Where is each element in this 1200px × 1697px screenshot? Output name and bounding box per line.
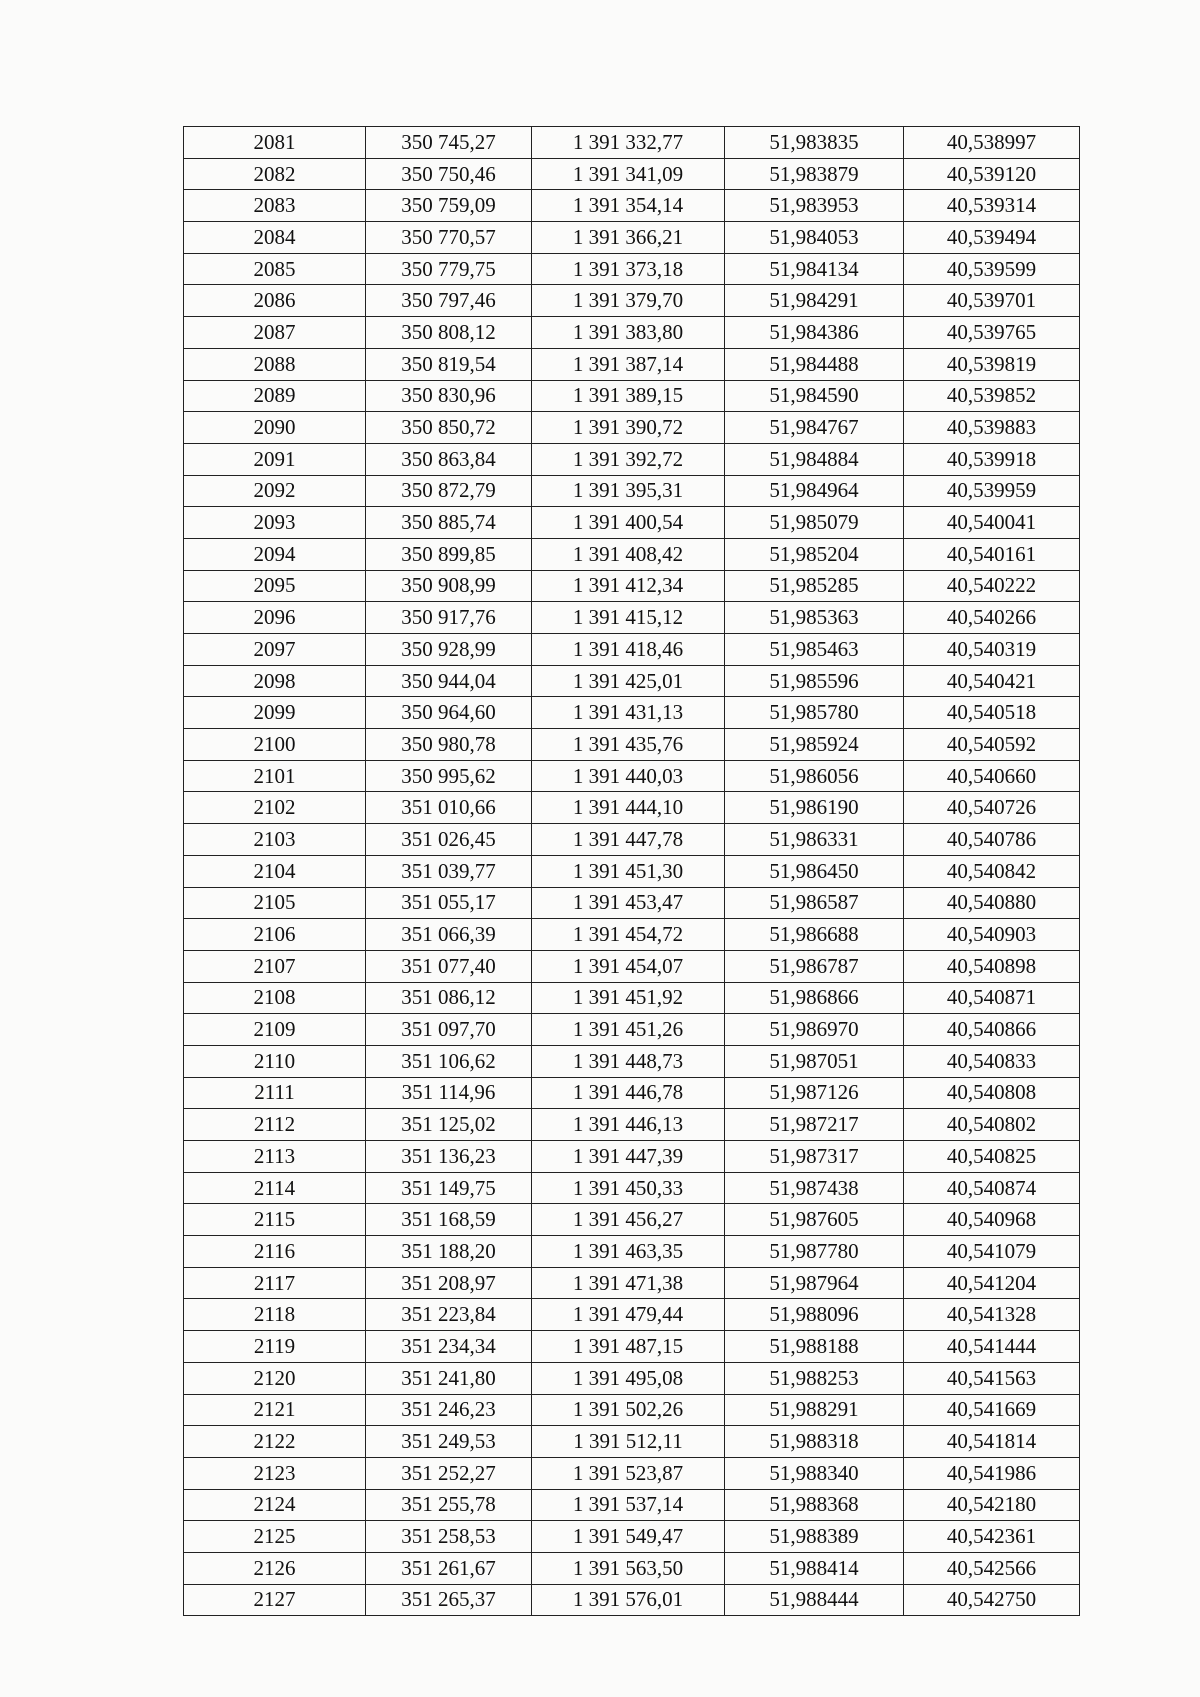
table-row [184,1552,1080,1584]
longitude-cell: 40,539883 [904,412,1080,444]
latitude-cell: 51,988389 [725,1521,904,1553]
table-row [184,1172,1080,1204]
latitude-cell: 51,987317 [725,1141,904,1173]
latitude-cell: 51,984964 [725,475,904,507]
longitude-cell: 40,540833 [904,1045,1080,1077]
point-number-cell: 2106 [184,919,366,951]
longitude-cell: 40,540319 [904,634,1080,666]
y-coordinate-cell: 1 391 431,13 [532,697,725,729]
y-coordinate-cell: 1 391 451,26 [532,1014,725,1046]
table-row [184,665,1080,697]
latitude-cell: 51,987780 [725,1236,904,1268]
y-coordinate-cell: 1 391 576,01 [532,1584,725,1616]
x-coordinate-cell: 351 026,45 [366,824,532,856]
longitude-cell: 40,540786 [904,824,1080,856]
coordinates-table-body [184,127,1080,1616]
x-coordinate-cell: 350 908,99 [366,570,532,602]
table-row [184,634,1080,666]
latitude-cell: 51,986970 [725,1014,904,1046]
y-coordinate-cell: 1 391 415,12 [532,602,725,634]
y-coordinate-cell: 1 391 471,38 [532,1267,725,1299]
y-coordinate-cell: 1 391 512,11 [532,1426,725,1458]
x-coordinate-cell: 351 010,66 [366,792,532,824]
latitude-cell: 51,987126 [725,1077,904,1109]
point-number-cell: 2082 [184,158,366,190]
point-number-cell: 2103 [184,824,366,856]
table-row [184,507,1080,539]
longitude-cell: 40,541669 [904,1394,1080,1426]
point-number-cell: 2112 [184,1109,366,1141]
x-coordinate-cell: 351 086,12 [366,982,532,1014]
latitude-cell: 51,988253 [725,1362,904,1394]
point-number-cell: 2095 [184,570,366,602]
x-coordinate-cell: 351 039,77 [366,855,532,887]
table-row [184,824,1080,856]
y-coordinate-cell: 1 391 440,03 [532,760,725,792]
latitude-cell: 51,985285 [725,570,904,602]
y-coordinate-cell: 1 391 450,33 [532,1172,725,1204]
longitude-cell: 40,540871 [904,982,1080,1014]
y-coordinate-cell: 1 391 435,76 [532,729,725,761]
table-row [184,1299,1080,1331]
y-coordinate-cell: 1 391 383,80 [532,317,725,349]
latitude-cell: 51,985079 [725,507,904,539]
point-number-cell: 2124 [184,1489,366,1521]
latitude-cell: 51,985363 [725,602,904,634]
longitude-cell: 40,541814 [904,1426,1080,1458]
latitude-cell: 51,984386 [725,317,904,349]
table-row [184,380,1080,412]
latitude-cell: 51,987051 [725,1045,904,1077]
table-row [184,1267,1080,1299]
table-row [184,1331,1080,1363]
y-coordinate-cell: 1 391 487,15 [532,1331,725,1363]
point-number-cell: 2090 [184,412,366,444]
point-number-cell: 2084 [184,222,366,254]
point-number-cell: 2092 [184,475,366,507]
x-coordinate-cell: 351 168,59 [366,1204,532,1236]
x-coordinate-cell: 350 830,96 [366,380,532,412]
y-coordinate-cell: 1 391 563,50 [532,1552,725,1584]
longitude-cell: 40,540825 [904,1141,1080,1173]
x-coordinate-cell: 350 928,99 [366,634,532,666]
latitude-cell: 51,986056 [725,760,904,792]
point-number-cell: 2108 [184,982,366,1014]
longitude-cell: 40,540161 [904,538,1080,570]
longitude-cell: 40,540726 [904,792,1080,824]
longitude-cell: 40,539852 [904,380,1080,412]
y-coordinate-cell: 1 391 412,34 [532,570,725,602]
y-coordinate-cell: 1 391 408,42 [532,538,725,570]
table-row [184,1141,1080,1173]
y-coordinate-cell: 1 391 463,35 [532,1236,725,1268]
y-coordinate-cell: 1 391 446,78 [532,1077,725,1109]
point-number-cell: 2085 [184,253,366,285]
y-coordinate-cell: 1 391 387,14 [532,348,725,380]
longitude-cell: 40,541204 [904,1267,1080,1299]
x-coordinate-cell: 350 899,85 [366,538,532,570]
coordinates-table [183,126,1080,1616]
point-number-cell: 2102 [184,792,366,824]
latitude-cell: 51,988414 [725,1552,904,1584]
point-number-cell: 2118 [184,1299,366,1331]
longitude-cell: 40,542361 [904,1521,1080,1553]
longitude-cell: 40,540518 [904,697,1080,729]
y-coordinate-cell: 1 391 392,72 [532,443,725,475]
latitude-cell: 51,988096 [725,1299,904,1331]
point-number-cell: 2098 [184,665,366,697]
longitude-cell: 40,539314 [904,190,1080,222]
latitude-cell: 51,988291 [725,1394,904,1426]
y-coordinate-cell: 1 391 390,72 [532,412,725,444]
y-coordinate-cell: 1 391 447,78 [532,824,725,856]
longitude-cell: 40,540874 [904,1172,1080,1204]
longitude-cell: 40,539701 [904,285,1080,317]
longitude-cell: 40,540266 [904,602,1080,634]
table-row [184,760,1080,792]
point-number-cell: 2091 [184,443,366,475]
longitude-cell: 40,541328 [904,1299,1080,1331]
y-coordinate-cell: 1 391 502,26 [532,1394,725,1426]
table-row [184,950,1080,982]
y-coordinate-cell: 1 391 479,44 [532,1299,725,1331]
longitude-cell: 40,542750 [904,1584,1080,1616]
y-coordinate-cell: 1 391 451,30 [532,855,725,887]
latitude-cell: 51,986688 [725,919,904,951]
table-row [184,982,1080,1014]
latitude-cell: 51,986787 [725,950,904,982]
table-row [184,1014,1080,1046]
point-number-cell: 2117 [184,1267,366,1299]
longitude-cell: 40,542566 [904,1552,1080,1584]
y-coordinate-cell: 1 391 373,18 [532,253,725,285]
latitude-cell: 51,983835 [725,127,904,159]
x-coordinate-cell: 350 779,75 [366,253,532,285]
y-coordinate-cell: 1 391 495,08 [532,1362,725,1394]
x-coordinate-cell: 351 258,53 [366,1521,532,1553]
y-coordinate-cell: 1 391 454,72 [532,919,725,951]
table-row [184,158,1080,190]
longitude-cell: 40,540968 [904,1204,1080,1236]
longitude-cell: 40,539120 [904,158,1080,190]
y-coordinate-cell: 1 391 537,14 [532,1489,725,1521]
latitude-cell: 51,988340 [725,1457,904,1489]
point-number-cell: 2114 [184,1172,366,1204]
longitude-cell: 40,539959 [904,475,1080,507]
latitude-cell: 51,988368 [725,1489,904,1521]
point-number-cell: 2119 [184,1331,366,1363]
y-coordinate-cell: 1 391 454,07 [532,950,725,982]
latitude-cell: 51,985924 [725,729,904,761]
x-coordinate-cell: 350 872,79 [366,475,532,507]
table-row [184,1489,1080,1521]
longitude-cell: 40,538997 [904,127,1080,159]
latitude-cell: 51,987217 [725,1109,904,1141]
longitude-cell: 40,540660 [904,760,1080,792]
table-row [184,1362,1080,1394]
point-number-cell: 2094 [184,538,366,570]
x-coordinate-cell: 350 863,84 [366,443,532,475]
longitude-cell: 40,539599 [904,253,1080,285]
table-row [184,1204,1080,1236]
table-row [184,1236,1080,1268]
table-row [184,253,1080,285]
point-number-cell: 2125 [184,1521,366,1553]
latitude-cell: 51,984488 [725,348,904,380]
point-number-cell: 2097 [184,634,366,666]
y-coordinate-cell: 1 391 451,92 [532,982,725,1014]
x-coordinate-cell: 351 255,78 [366,1489,532,1521]
point-number-cell: 2123 [184,1457,366,1489]
point-number-cell: 2093 [184,507,366,539]
x-coordinate-cell: 350 797,46 [366,285,532,317]
x-coordinate-cell: 351 066,39 [366,919,532,951]
point-number-cell: 2116 [184,1236,366,1268]
x-coordinate-cell: 351 097,70 [366,1014,532,1046]
y-coordinate-cell: 1 391 446,13 [532,1109,725,1141]
longitude-cell: 40,540592 [904,729,1080,761]
longitude-cell: 40,541563 [904,1362,1080,1394]
x-coordinate-cell: 351 265,37 [366,1584,532,1616]
y-coordinate-cell: 1 391 389,15 [532,380,725,412]
longitude-cell: 40,540802 [904,1109,1080,1141]
latitude-cell: 51,984134 [725,253,904,285]
point-number-cell: 2104 [184,855,366,887]
longitude-cell: 40,540041 [904,507,1080,539]
table-row [184,1521,1080,1553]
point-number-cell: 2081 [184,127,366,159]
x-coordinate-cell: 351 234,34 [366,1331,532,1363]
longitude-cell: 40,540866 [904,1014,1080,1046]
x-coordinate-cell: 351 188,20 [366,1236,532,1268]
x-coordinate-cell: 351 125,02 [366,1109,532,1141]
y-coordinate-cell: 1 391 425,01 [532,665,725,697]
point-number-cell: 2110 [184,1045,366,1077]
x-coordinate-cell: 351 077,40 [366,950,532,982]
table-row [184,919,1080,951]
x-coordinate-cell: 351 252,27 [366,1457,532,1489]
y-coordinate-cell: 1 391 456,27 [532,1204,725,1236]
y-coordinate-cell: 1 391 379,70 [532,285,725,317]
point-number-cell: 2087 [184,317,366,349]
x-coordinate-cell: 351 223,84 [366,1299,532,1331]
longitude-cell: 40,540421 [904,665,1080,697]
y-coordinate-cell: 1 391 453,47 [532,887,725,919]
latitude-cell: 51,986866 [725,982,904,1014]
table-row [184,855,1080,887]
point-number-cell: 2127 [184,1584,366,1616]
x-coordinate-cell: 351 208,97 [366,1267,532,1299]
point-number-cell: 2107 [184,950,366,982]
latitude-cell: 51,983879 [725,158,904,190]
x-coordinate-cell: 350 808,12 [366,317,532,349]
x-coordinate-cell: 350 917,76 [366,602,532,634]
x-coordinate-cell: 350 819,54 [366,348,532,380]
longitude-cell: 40,540222 [904,570,1080,602]
y-coordinate-cell: 1 391 341,09 [532,158,725,190]
longitude-cell: 40,539494 [904,222,1080,254]
point-number-cell: 2109 [184,1014,366,1046]
table-row [184,1045,1080,1077]
x-coordinate-cell: 350 995,62 [366,760,532,792]
longitude-cell: 40,539765 [904,317,1080,349]
latitude-cell: 51,986190 [725,792,904,824]
point-number-cell: 2122 [184,1426,366,1458]
point-number-cell: 2101 [184,760,366,792]
latitude-cell: 51,986450 [725,855,904,887]
table-row [184,792,1080,824]
table-row [184,1426,1080,1458]
latitude-cell: 51,985204 [725,538,904,570]
longitude-cell: 40,540808 [904,1077,1080,1109]
table-row [184,222,1080,254]
x-coordinate-cell: 351 249,53 [366,1426,532,1458]
longitude-cell: 40,541079 [904,1236,1080,1268]
table-row [184,729,1080,761]
x-coordinate-cell: 351 261,67 [366,1552,532,1584]
table-row [184,570,1080,602]
point-number-cell: 2121 [184,1394,366,1426]
point-number-cell: 2100 [184,729,366,761]
x-coordinate-cell: 351 149,75 [366,1172,532,1204]
x-coordinate-cell: 350 964,60 [366,697,532,729]
table-row [184,127,1080,159]
x-coordinate-cell: 351 106,62 [366,1045,532,1077]
table-row [184,190,1080,222]
latitude-cell: 51,985463 [725,634,904,666]
x-coordinate-cell: 350 745,27 [366,127,532,159]
longitude-cell: 40,540880 [904,887,1080,919]
y-coordinate-cell: 1 391 395,31 [532,475,725,507]
y-coordinate-cell: 1 391 447,39 [532,1141,725,1173]
latitude-cell: 51,983953 [725,190,904,222]
x-coordinate-cell: 350 980,78 [366,729,532,761]
point-number-cell: 2096 [184,602,366,634]
table-row [184,1457,1080,1489]
table-row [184,1584,1080,1616]
latitude-cell: 51,988444 [725,1584,904,1616]
point-number-cell: 2086 [184,285,366,317]
longitude-cell: 40,542180 [904,1489,1080,1521]
table-row [184,1077,1080,1109]
point-number-cell: 2111 [184,1077,366,1109]
x-coordinate-cell: 350 759,09 [366,190,532,222]
latitude-cell: 51,986587 [725,887,904,919]
latitude-cell: 51,987605 [725,1204,904,1236]
table-row [184,285,1080,317]
x-coordinate-cell: 350 885,74 [366,507,532,539]
y-coordinate-cell: 1 391 523,87 [532,1457,725,1489]
latitude-cell: 51,988318 [725,1426,904,1458]
point-number-cell: 2120 [184,1362,366,1394]
y-coordinate-cell: 1 391 366,21 [532,222,725,254]
latitude-cell: 51,984053 [725,222,904,254]
table-row [184,1109,1080,1141]
x-coordinate-cell: 351 246,23 [366,1394,532,1426]
latitude-cell: 51,984291 [725,285,904,317]
point-number-cell: 2099 [184,697,366,729]
y-coordinate-cell: 1 391 332,77 [532,127,725,159]
point-number-cell: 2113 [184,1141,366,1173]
y-coordinate-cell: 1 391 549,47 [532,1521,725,1553]
point-number-cell: 2088 [184,348,366,380]
point-number-cell: 2105 [184,887,366,919]
table-row [184,412,1080,444]
longitude-cell: 40,540842 [904,855,1080,887]
y-coordinate-cell: 1 391 354,14 [532,190,725,222]
latitude-cell: 51,985596 [725,665,904,697]
latitude-cell: 51,987964 [725,1267,904,1299]
x-coordinate-cell: 350 944,04 [366,665,532,697]
table-row [184,443,1080,475]
latitude-cell: 51,988188 [725,1331,904,1363]
table-row [184,1394,1080,1426]
longitude-cell: 40,540903 [904,919,1080,951]
x-coordinate-cell: 351 241,80 [366,1362,532,1394]
latitude-cell: 51,986331 [725,824,904,856]
y-coordinate-cell: 1 391 448,73 [532,1045,725,1077]
latitude-cell: 51,984590 [725,380,904,412]
table-row [184,602,1080,634]
x-coordinate-cell: 351 055,17 [366,887,532,919]
point-number-cell: 2126 [184,1552,366,1584]
table-row [184,317,1080,349]
latitude-cell: 51,984884 [725,443,904,475]
longitude-cell: 40,541444 [904,1331,1080,1363]
x-coordinate-cell: 350 750,46 [366,158,532,190]
table-row [184,887,1080,919]
x-coordinate-cell: 351 114,96 [366,1077,532,1109]
y-coordinate-cell: 1 391 418,46 [532,634,725,666]
longitude-cell: 40,539819 [904,348,1080,380]
longitude-cell: 40,541986 [904,1457,1080,1489]
table-row [184,697,1080,729]
point-number-cell: 2089 [184,380,366,412]
table-row [184,348,1080,380]
x-coordinate-cell: 350 770,57 [366,222,532,254]
y-coordinate-cell: 1 391 400,54 [532,507,725,539]
latitude-cell: 51,987438 [725,1172,904,1204]
longitude-cell: 40,539918 [904,443,1080,475]
y-coordinate-cell: 1 391 444,10 [532,792,725,824]
point-number-cell: 2115 [184,1204,366,1236]
table-row [184,538,1080,570]
x-coordinate-cell: 350 850,72 [366,412,532,444]
latitude-cell: 51,985780 [725,697,904,729]
longitude-cell: 40,540898 [904,950,1080,982]
latitude-cell: 51,984767 [725,412,904,444]
point-number-cell: 2083 [184,190,366,222]
table-row [184,475,1080,507]
x-coordinate-cell: 351 136,23 [366,1141,532,1173]
